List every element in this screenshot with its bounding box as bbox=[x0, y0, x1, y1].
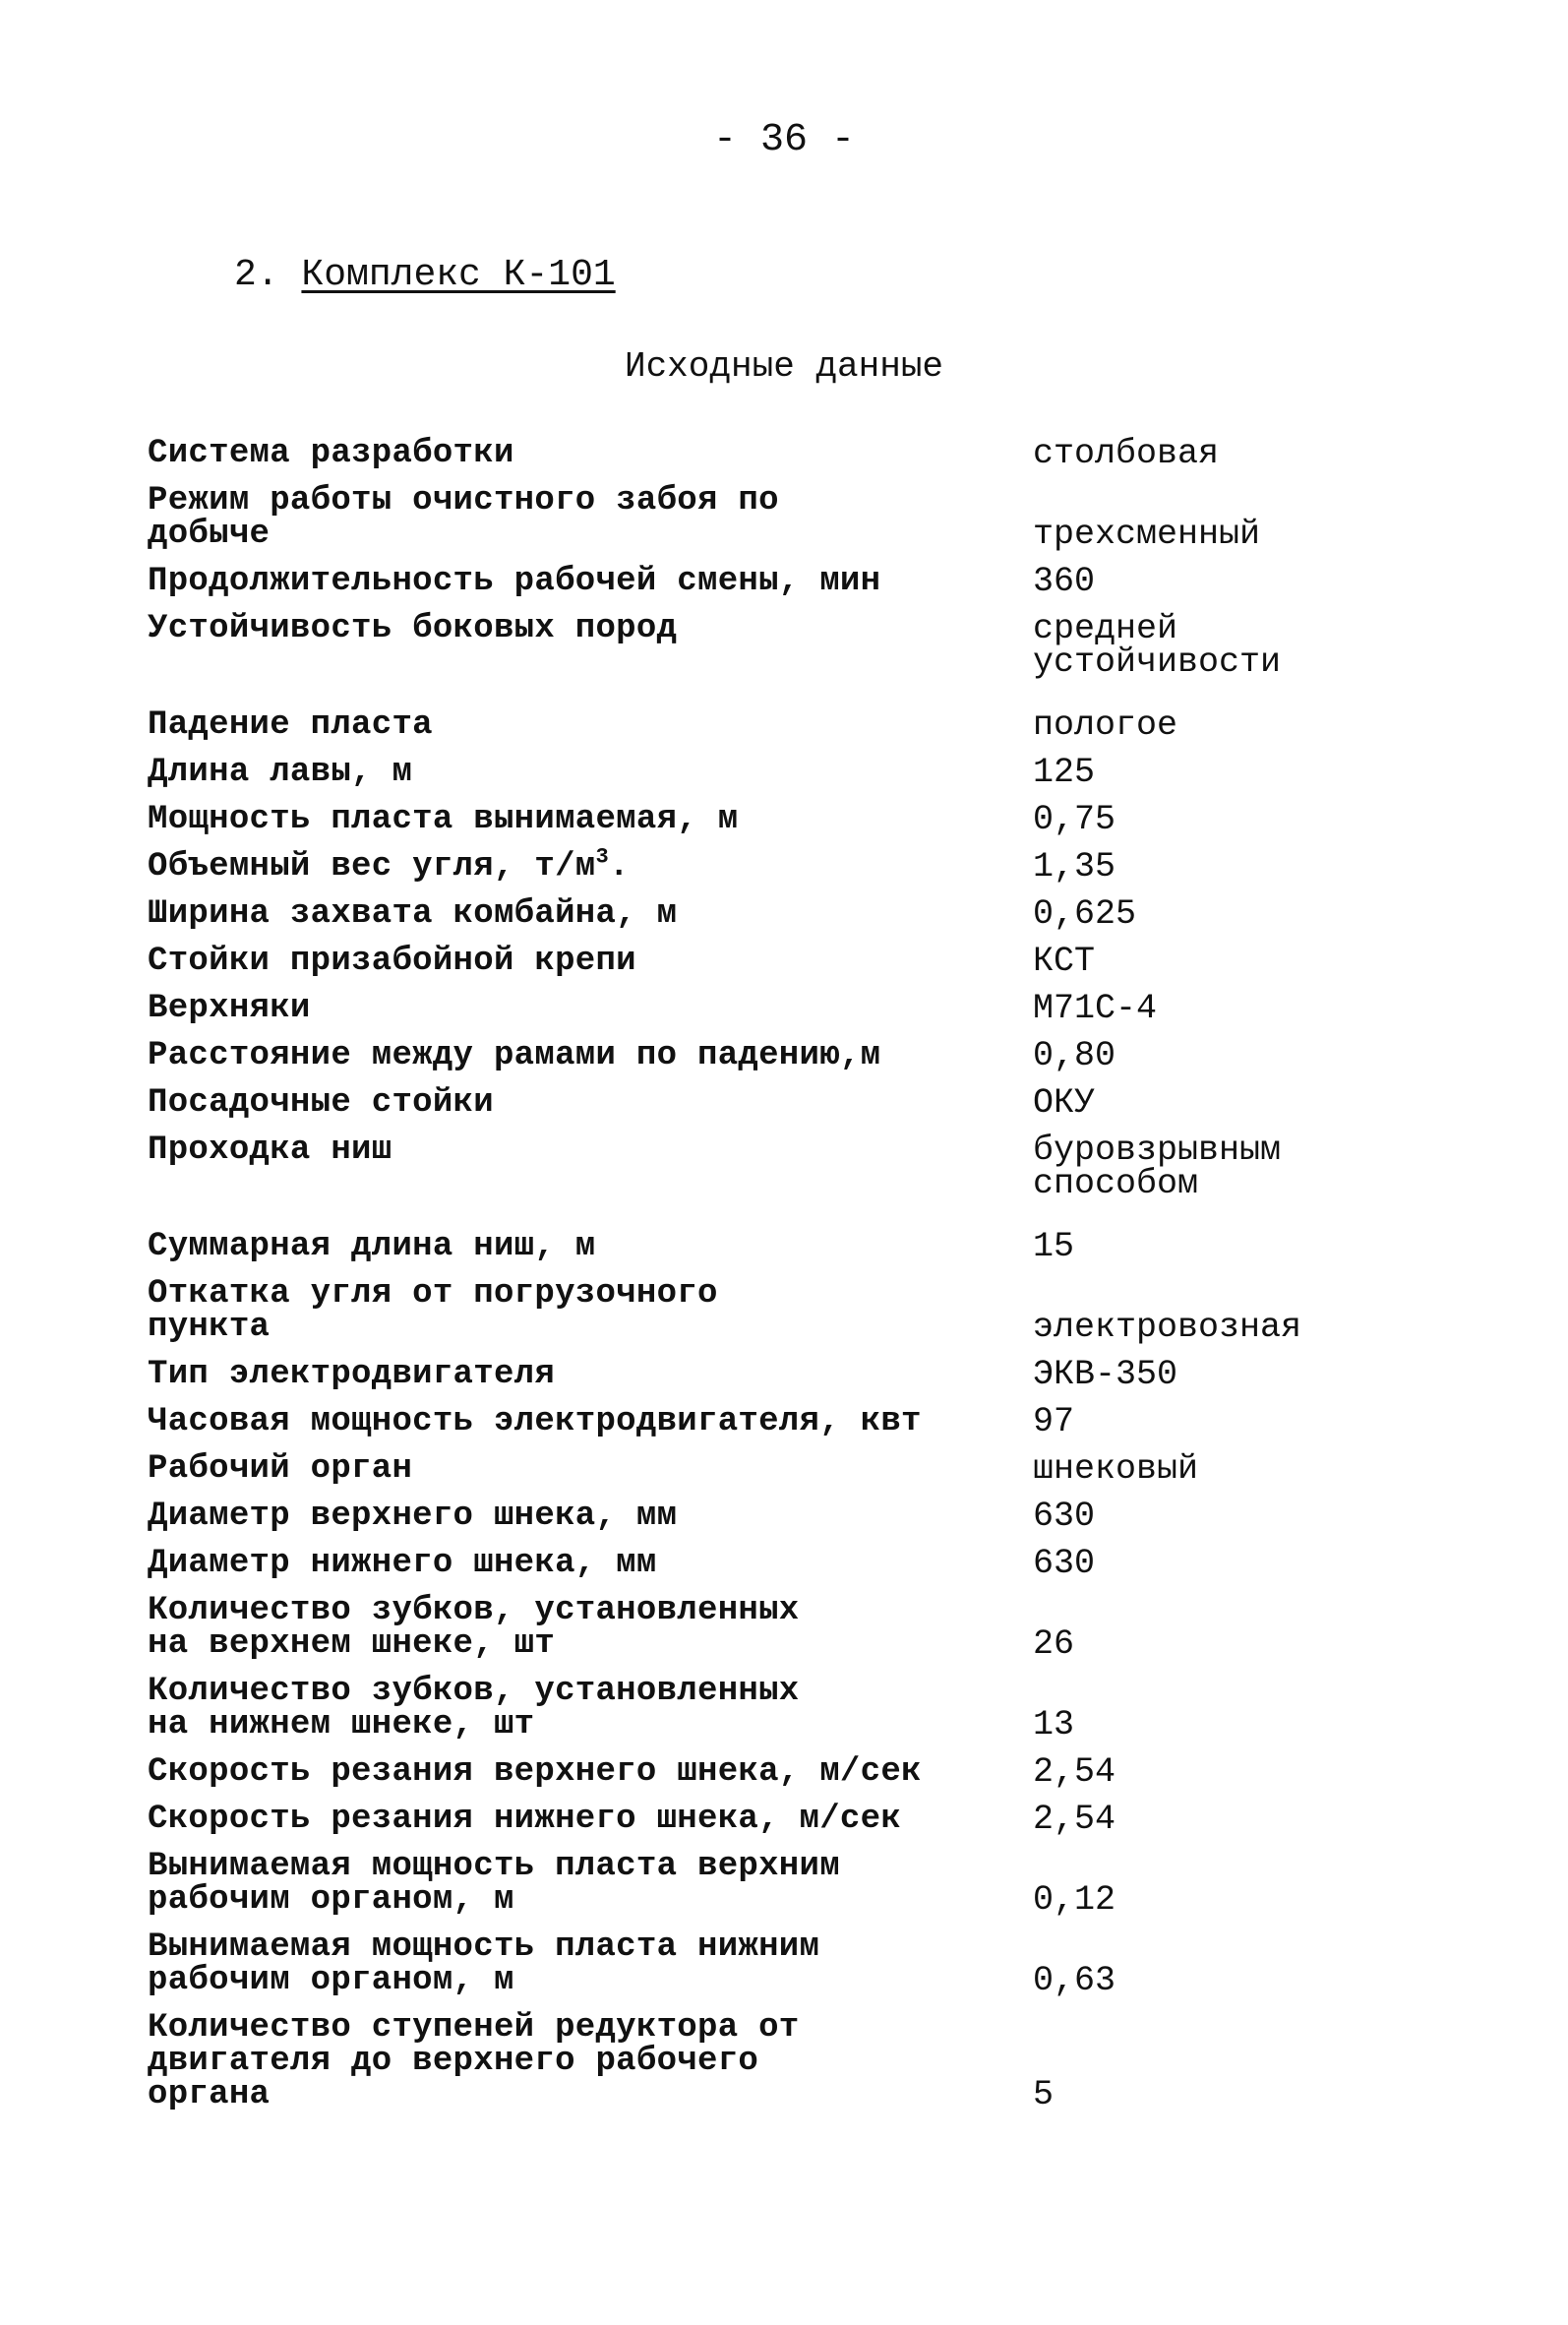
row-label: Диаметр нижнего шнека, мм bbox=[148, 1545, 657, 1582]
row-value: 0,80 bbox=[1033, 1036, 1116, 1075]
row-label: Часовая мощность электродвигателя, квт bbox=[148, 1403, 922, 1440]
row-value: 360 bbox=[1033, 562, 1096, 601]
row-value: 630 bbox=[1033, 1544, 1096, 1583]
superscript: 3 bbox=[595, 844, 609, 870]
row-value: 0,75 bbox=[1033, 800, 1116, 839]
table-row bbox=[148, 989, 1377, 1028]
row-value: 97 bbox=[1033, 1402, 1075, 1441]
row-label: Длина лавы, м bbox=[148, 754, 413, 791]
row-value: шнековый bbox=[1033, 1449, 1199, 1489]
row-value: пологое bbox=[1033, 705, 1178, 745]
table-row bbox=[148, 1083, 1377, 1123]
row-value: столбовая bbox=[1033, 434, 1220, 473]
row-value: ОКУ bbox=[1033, 1083, 1096, 1123]
row-value: буровзрывным способом bbox=[1033, 1131, 1282, 1203]
section-title: Комплекс К-101 bbox=[301, 254, 616, 296]
row-label: Расстояние между рамами по падению,м bbox=[148, 1037, 881, 1074]
row-value: 125 bbox=[1033, 753, 1096, 792]
row-value: 5 bbox=[1033, 2075, 1055, 2114]
table-row bbox=[148, 1449, 1377, 1489]
table-row bbox=[148, 1675, 1377, 1742]
subheading: Исходные данные bbox=[624, 346, 944, 387]
table-row bbox=[148, 609, 1377, 682]
table-row bbox=[148, 482, 1377, 554]
row-label: Количество зубков, установленных на нижнем шнеке, шт bbox=[148, 1673, 800, 1744]
table-row bbox=[148, 1592, 1377, 1664]
table-row bbox=[148, 2009, 1377, 2114]
table-row bbox=[148, 562, 1377, 601]
row-label-text: Объемный вес угля, т/м bbox=[148, 848, 596, 886]
table-row bbox=[148, 1752, 1377, 1792]
row-value: КСТ bbox=[1033, 942, 1096, 981]
row-label: Ширина захвата комбайна, м bbox=[148, 895, 678, 933]
table-row bbox=[148, 844, 1377, 887]
row-label: Вынимаемая мощность пласта нижним рабочим органом, м bbox=[148, 1928, 820, 1999]
table-row bbox=[148, 705, 1377, 745]
row-label: Скорость резания верхнего шнека, м/сек bbox=[148, 1753, 922, 1791]
row-label-suffix: . bbox=[609, 848, 630, 886]
row-label: Мощность пласта вынимаемая, м bbox=[148, 801, 739, 838]
table-row bbox=[148, 1848, 1377, 1920]
row-label: Проходка ниш bbox=[148, 1132, 392, 1169]
row-label: Верхняки bbox=[148, 990, 311, 1027]
table-row bbox=[148, 894, 1377, 934]
table-row bbox=[148, 800, 1377, 839]
row-label: Устойчивость боковых пород bbox=[148, 610, 678, 647]
table-row bbox=[148, 434, 1377, 473]
table-row bbox=[148, 1131, 1377, 1203]
row-value: трехсменный bbox=[1033, 515, 1261, 554]
row-value: 0,63 bbox=[1033, 1961, 1116, 2000]
section-number: 2. bbox=[234, 254, 279, 296]
row-value: 0,12 bbox=[1033, 1880, 1116, 1920]
row-label: Суммарная длина ниш, м bbox=[148, 1228, 596, 1265]
row-value: 1,35 bbox=[1033, 847, 1116, 887]
row-label: Посадочные стойки bbox=[148, 1084, 494, 1122]
row-value: 15 bbox=[1033, 1227, 1075, 1266]
row-label: Стойки призабойной крепи bbox=[148, 943, 636, 980]
row-value: 630 bbox=[1033, 1497, 1096, 1536]
row-label: Рабочий орган bbox=[148, 1450, 413, 1488]
row-label: Вынимаемая мощность пласта верхним рабочим органом, м bbox=[148, 1848, 840, 1919]
row-value: 0,625 bbox=[1033, 894, 1137, 934]
section-heading bbox=[234, 254, 616, 296]
table-row bbox=[148, 1275, 1377, 1347]
row-value: 2,54 bbox=[1033, 1752, 1116, 1792]
table-row bbox=[148, 1497, 1377, 1536]
row-label: Диаметр верхнего шнека, мм bbox=[148, 1498, 678, 1535]
table-row bbox=[148, 1402, 1377, 1441]
row-value: электровозная bbox=[1033, 1308, 1302, 1347]
row-label: Продолжительность рабочей смены, мин bbox=[148, 563, 881, 600]
row-label: Количество зубков, установленных на верхнем шнеке, шт bbox=[148, 1592, 800, 1663]
table-row bbox=[148, 1355, 1377, 1394]
table-row bbox=[148, 1036, 1377, 1075]
table-row bbox=[148, 942, 1377, 981]
table-row bbox=[148, 1928, 1377, 2000]
row-label bbox=[148, 844, 1033, 886]
row-label: Количество ступеней редуктора от двигателя до верхнего рабочего органа bbox=[148, 2009, 800, 2113]
row-value: средней устойчивости bbox=[1033, 609, 1282, 682]
row-label: Откатка угля от погрузочного пункта bbox=[148, 1275, 718, 1346]
parameters-table bbox=[148, 434, 1377, 2125]
row-value: М71С-4 bbox=[1033, 989, 1158, 1028]
row-label: Скорость резания нижнего шнека, м/сек bbox=[148, 1801, 902, 1838]
row-value: 26 bbox=[1033, 1624, 1075, 1664]
row-value: 13 bbox=[1033, 1705, 1075, 1744]
table-row bbox=[148, 753, 1377, 792]
table-row bbox=[148, 1800, 1377, 1839]
row-label: Режим работы очистного забоя по добыче bbox=[148, 482, 779, 553]
row-label: Система разработки bbox=[148, 435, 514, 472]
page-number: - 36 - bbox=[712, 118, 856, 162]
table-row bbox=[148, 1227, 1377, 1266]
row-value: 2,54 bbox=[1033, 1800, 1116, 1839]
row-label: Тип электродвигателя bbox=[148, 1356, 556, 1393]
table-row bbox=[148, 1544, 1377, 1583]
row-value: ЭКВ-350 bbox=[1033, 1355, 1178, 1394]
row-label: Падение пласта bbox=[148, 706, 433, 744]
